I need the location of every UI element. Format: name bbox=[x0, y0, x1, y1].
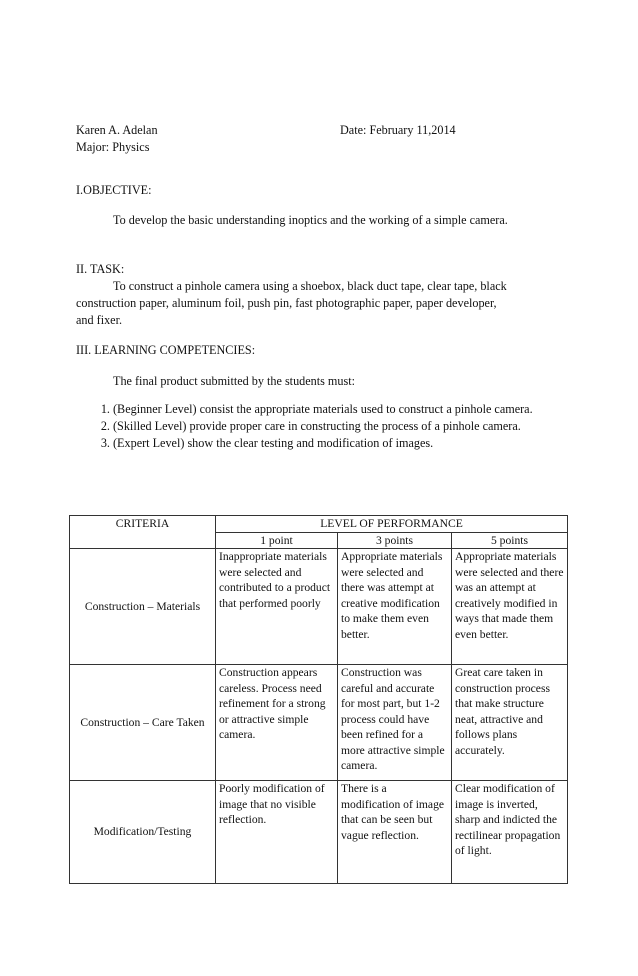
rubric-cell: There is a modification of image that can be seen but vague reflection. bbox=[338, 781, 452, 884]
competency-item: 2. (Skilled Level) provide proper care in constructing the process of a pinhole camera. bbox=[113, 418, 556, 434]
author-name: Karen A. Adelan bbox=[76, 123, 158, 137]
rubric-cell: Appropriate materials were selected and there was an attempt at creatively modified in ways that made them even better. bbox=[452, 549, 568, 665]
rubric-cell: Construction was careful and accurate for most part, but 1-2 process could have been refined for a more attractive simple camera. bbox=[338, 665, 452, 781]
rubric-cell: Construction appears careless. Process need refinement for a strong or attractive simple camera. bbox=[216, 665, 338, 781]
competencies-list bbox=[76, 401, 556, 452]
objective-heading: I.OBJECTIVE: bbox=[76, 183, 152, 197]
performance-header: LEVEL OF PERFORMANCE bbox=[216, 516, 568, 533]
level-3-header: 3 points bbox=[338, 532, 452, 549]
table-row bbox=[70, 665, 568, 781]
table-row bbox=[70, 781, 568, 884]
table-row bbox=[70, 549, 568, 665]
criteria-header: CRITERIA bbox=[70, 516, 216, 549]
competencies-heading: III. LEARNING COMPETENCIES: bbox=[76, 343, 256, 357]
rubric-cell: Clear modification of image is inverted, sharp and indicted the rectilinear propagation of light. bbox=[452, 781, 568, 884]
competency-item: 1. (Beginner Level) consist the appropriate materials used to construct a pinhole camera. bbox=[113, 401, 556, 417]
level-5-header: 5 points bbox=[452, 532, 568, 549]
criterion-cell: Construction – Materials bbox=[70, 549, 216, 665]
rubric-cell: Poorly modification of image that no visible reflection. bbox=[216, 781, 338, 884]
author-major: Major: Physics bbox=[76, 140, 150, 154]
criterion-cell: Modification/Testing bbox=[70, 781, 216, 884]
objective-text: To develop the basic understanding inoptics and the working of a simple camera. bbox=[113, 213, 508, 227]
task-heading: II. TASK: bbox=[76, 262, 125, 276]
document-date: Date: February 11,2014 bbox=[340, 123, 456, 137]
task-line-1: To construct a pinhole camera using a shoebox, black duct tape, clear tape, black bbox=[113, 279, 507, 293]
competency-item: 3. (Expert Level) show the clear testing and modification of images. bbox=[113, 435, 556, 451]
task-line-3: and fixer. bbox=[76, 313, 123, 327]
task-line-2: construction paper, aluminum foil, push pin, fast photographic paper, paper developer, bbox=[76, 296, 497, 310]
level-1-header: 1 point bbox=[216, 532, 338, 549]
rubric-cell: Inappropriate materials were selected and contributed to a product that performed poorly bbox=[216, 549, 338, 665]
rubric-header-row bbox=[70, 516, 568, 533]
rubric-cell: Great care taken in construction process that make structure neat, attractive and follows plans accurately. bbox=[452, 665, 568, 781]
rubric-table bbox=[69, 515, 568, 884]
criterion-cell: Construction – Care Taken bbox=[70, 665, 216, 781]
competencies-intro: The final product submitted by the students must: bbox=[113, 374, 356, 388]
rubric-cell: Appropriate materials were selected and there was attempt at creative modification to make them even better. bbox=[338, 549, 452, 665]
